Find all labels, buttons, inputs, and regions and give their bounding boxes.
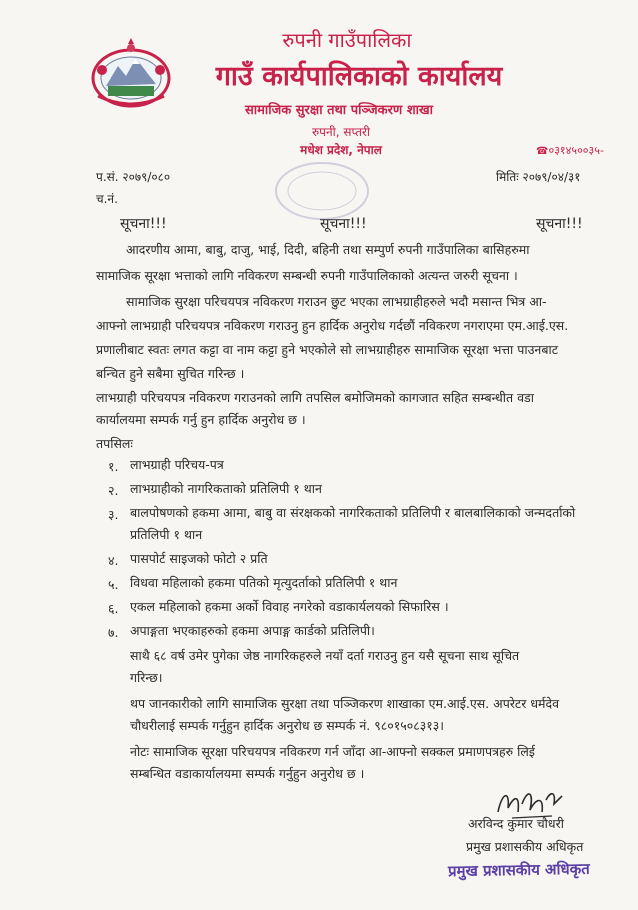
reference-number: प.सं. २०७९/०८० — [96, 170, 171, 184]
address-line-2: मधेश प्रदेश, नेपाल — [300, 143, 382, 157]
list-item: पासपोर्ट साइजको फोटो २ प्रति — [130, 551, 268, 566]
closing-2-line-2: चौधरीलाई सम्पर्क गर्नुहुन हार्दिक अनुरोध छ सम्पर्क नं. ९८०१५०८३१३। — [130, 718, 444, 733]
list-item-continued: प्रतिलिपी १ थान — [130, 527, 203, 542]
notice-heading-2: सूचना!!! — [320, 216, 367, 232]
phone-icon: ☎ — [536, 146, 549, 157]
paragraph-1-line-2: सामाजिक सूरक्षा भत्ताको लागि नविकरण सम्बन्धी रुपनी गाउँपालिकाको अत्यन्त जरुरी सूचना । — [96, 268, 518, 283]
paragraph-3-line-2: कार्यालयमा सम्पर्क गर्नु हुन हार्दिक अनुरोध छ । — [96, 412, 306, 427]
branch-name: सामाजिक सुरक्षा तथा पञ्जिकरण शाखा — [244, 103, 434, 118]
notice-heading-3: सूचना!!! — [536, 216, 583, 232]
list-number: ६. — [108, 601, 119, 616]
list-number: ५. — [108, 577, 119, 592]
list-number: ४. — [108, 553, 119, 568]
paragraph-2-line-2: आफ्नो लाभग्राही परिचयपत्र नविकरण गराउनु हुन हार्दिक अनुरोध गर्दछौं नविकरण नगराएमा एम.आई.एस. — [96, 318, 569, 333]
signatory-title: प्रमुख प्रशासकीय अधिकृत — [466, 839, 584, 854]
dispatch-number: च.नं. — [96, 192, 118, 206]
closing-2-line-1: थप जानकारीको लागि सामाजिक सुरक्षा तथा पञ्जिकरण शाखाका एम.आई.एस. अपरेटर धर्मदेव — [130, 696, 560, 711]
list-number: ३. — [108, 507, 119, 522]
paragraph-2-line-4: बन्चित हुने सबैमा सुचित गरिन्छ । — [96, 366, 245, 381]
list-number: ७. — [108, 625, 119, 640]
closing-3-line-1: नोटः सामाजिक सूरक्षा परिचयपत्र नविकरण गर्न जाँदा आ-आफ्नो सक्कल प्रमाणपत्रहरु लिई — [130, 744, 535, 759]
notice-heading-1: सूचना!!! — [120, 216, 167, 232]
paragraph-2-line-3: प्रणालीबाट स्वतः लगत कट्टा वा नाम कट्टा हुने भएकोले सो लाभग्राहीहरु सामाजिक सूरक्षा भत्ता पाउनबाट — [96, 342, 559, 357]
letter-date: मितिः २०७९/०४/३१ — [496, 170, 581, 184]
phone-number — [536, 143, 604, 158]
closing-1-line-1: साथै ६८ वर्ष उमेर पुगेका जेष्ठ नागरिकहरुले नयाँ दर्ता गराउनु हुन यसै सूचना साथ सूचित — [130, 648, 520, 663]
office-name: गाउँ कार्यपालिकाको कार्यालय — [215, 61, 503, 92]
address-line-1: रुपनी, सप्तरी — [311, 125, 371, 139]
list-item: एकल महिलाको हकमा अर्को विवाह नगरेको वडाकार्यलयको सिफारिस । — [130, 599, 449, 614]
phone-value: ०३१४५००३५- — [548, 144, 604, 157]
paragraph-2-line-1: सामाजिक सुरक्षा परिचयपत्र नविकरण गराउन छुट भएका लाभग्राहीहरुले भदौ मसान्त भित्र आ- — [126, 294, 547, 309]
list-number: १. — [108, 459, 119, 474]
list-item: लाभग्राही परिचय-पत्र — [130, 457, 224, 472]
municipality-name: रुपनी गाउँपालिका — [282, 28, 412, 52]
paragraph-1-line-1: आदरणीय आमा, बाबु, दाजु, भाई, दिदी, बहिनी तथा सम्पुर्ण रुपनी गाउँपालिका बासिहरुमा — [126, 242, 530, 257]
stamp-watermark-icon — [272, 160, 372, 222]
list-item: बालपोषणको हकमा आमा, बाबु वा संरक्षकको नागरिकताको प्रतिलिपी र बालबालिकाको जन्मदर्ताको — [130, 505, 576, 520]
signatory-name: अरविन्द कुमार चौधरी — [468, 816, 564, 831]
closing-3-line-2: सम्बन्धित वडाकार्यालयमा सम्पर्क गर्नुहुन अनुरोध छ । — [130, 766, 365, 781]
list-item: लाभग्राहीको नागरिकताको प्रतिलिपी १ थान — [130, 481, 322, 496]
list-item: विधवा महिलाको हकमा पतिको मृत्युदर्ताको प्रतिलिपी १ थान — [130, 575, 398, 590]
tapsil-heading: तपसिलः — [96, 436, 133, 451]
list-number: २. — [108, 483, 119, 498]
official-stamp: प्रमुख प्रशासकीय अधिकृत — [447, 859, 590, 881]
list-item: अपाङ्गता भएकाहरुको हकमा अपाङ्ग कार्डको प्रतिलिपी। — [130, 623, 375, 638]
paragraph-3-line-1: लाभग्राही परिचयपत्र नविकरण गराउनको लागि तपसिल बमोजिमको कागजात सहित सम्बन्धीत वडा — [96, 390, 534, 405]
closing-1-line-2: गरिन्छ। — [130, 670, 163, 685]
